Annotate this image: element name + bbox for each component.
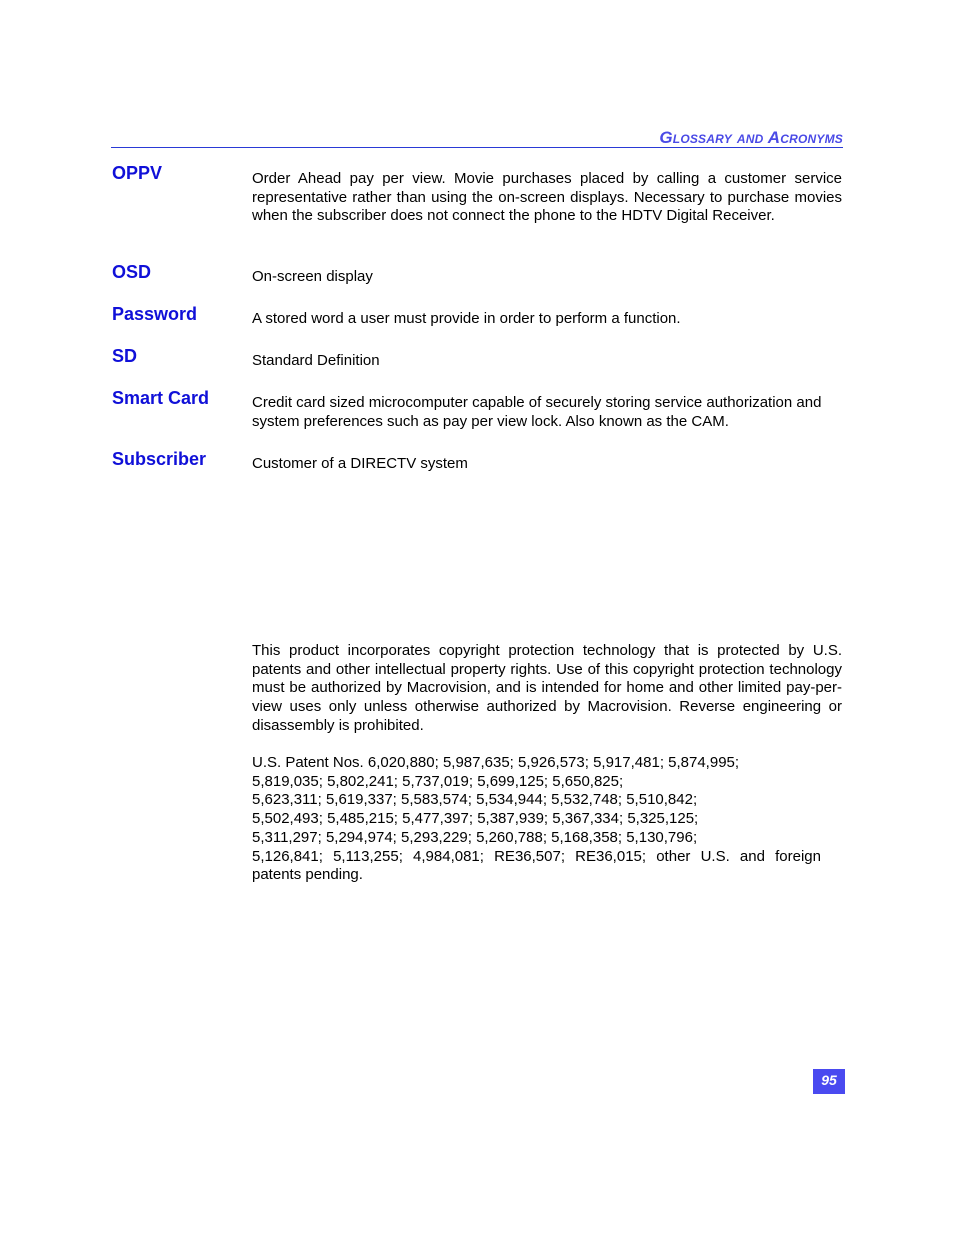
page-header	[111, 127, 843, 148]
glossary-term-smart-card: Smart Card	[112, 388, 210, 408]
patent-line: 5,819,035; 5,802,241; 5,737,019; 5,699,125; 5,650,825;	[252, 772, 624, 790]
patent-line: 5,311,297; 5,294,974; 5,293,229; 5,260,788; 5,168,358; 5,130,796;	[252, 828, 698, 846]
patent-list	[252, 754, 842, 885]
glossary-term-sd: SD	[112, 346, 138, 366]
glossary-definition-password: A stored word a user must provide in order to perform a function.	[252, 310, 681, 327]
patent-line: 5,126,841; 5,113,255; 4,984,081; RE36,507; RE36,015; other U.S. and foreign	[252, 847, 821, 865]
page-number-badge: 95	[813, 1069, 845, 1094]
glossary-term-password: Password	[112, 304, 198, 324]
patent-line: U.S. Patent Nos. 6,020,880; 5,987,635; 5,926,573; 5,917,481; 5,874,995;	[252, 754, 740, 771]
glossary-term-subscriber: Subscriber	[112, 449, 207, 469]
patent-line: patents pending.	[252, 866, 363, 884]
glossary-definition-sd: Standard Definition	[252, 352, 380, 369]
patent-line: 5,623,311; 5,619,337; 5,583,574; 5,534,944; 5,532,748; 5,510,842;	[252, 791, 698, 809]
glossary-term-osd: OSD	[112, 262, 152, 282]
section-title: Glossary and Acronyms	[659, 128, 843, 147]
glossary-definition-subscriber: Customer of a DIRECTV system	[252, 455, 468, 472]
glossary-definition-oppv: Order Ahead pay per view. Movie purchases placed by calling a customer service representative rather than using the on-screen displays. Necessary to purchase movies when the subscriber does not connect the phone to the HDTV Digital Receiver.	[252, 170, 842, 225]
copyright-notice: This product incorporates copyright protection technology that is protected by U.S. patents and other intellectual property rights. Use of this copyright protection technology must be authorized by Macrovision, and is intended for home and other limited pay-per-view uses only unless otherwise authorized by Macrovision. Reverse engineering or disassembly is prohibited.	[252, 642, 842, 734]
glossary-definition-smart-card: Credit card sized microcomputer capable of securely storing service authorization and system preferences such as pay per view lock. Also known as the CAM.	[252, 394, 822, 430]
patent-line: 5,502,493; 5,485,215; 5,477,397; 5,387,939; 5,367,334; 5,325,125;	[252, 810, 699, 828]
glossary-term-oppv: OPPV	[112, 163, 163, 183]
glossary-definition-osd: On-screen display	[252, 268, 373, 285]
